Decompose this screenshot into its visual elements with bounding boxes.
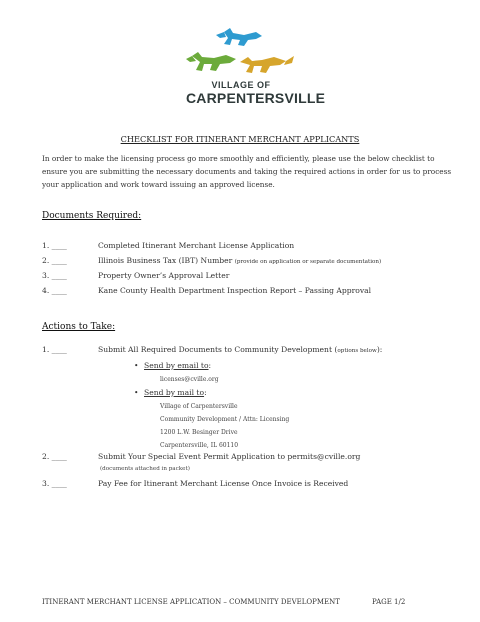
document-item-number: 3. ____ [42,271,67,280]
village-logo [186,26,326,122]
intro-paragraph: In order to make the licensing process go more smoothly and efficiently, please use the below checklist to ensure you are submitting the necessary documents and taking the required actions in order for us to process your application and work toward issuing an approved license. [42,154,452,189]
email-option-label: Send by email to [144,361,209,370]
actions-heading: Actions to Take: [42,322,116,332]
action-item-number: 2. ____ [42,452,67,461]
fox-emblem-icon [186,26,296,82]
action-item-1 [42,345,382,354]
page-number: PAGE 1/2 [372,598,406,606]
mail-address-line-3: 1200 L.W. Besinger Drive [160,429,238,436]
action-item-text: Submit All Required Documents to Community Development ( [98,345,338,354]
logo-text-carpentersville: CARPENTERSVILLE [186,90,326,106]
document-item-2 [42,256,381,265]
action-item-text: Submit Your Special Event Permit Application to permits@cville.org [98,452,361,461]
mail-option [134,388,207,397]
mail-option-label: Send by mail to [144,388,205,397]
document-item-4 [42,286,371,295]
document-item-text: Completed Itinerant Merchant License Application [98,241,295,250]
document-item-text: Kane County Health Department Inspection Report – Passing Approval [98,286,372,295]
action-item-text: Pay Fee for Itinerant Merchant License Once Invoice is Received [98,479,349,488]
mail-address-line-2: Community Development / Attn: Licensing [160,416,290,423]
logo-text-village-of: VILLAGE OF [211,80,271,90]
document-item-number: 1. ____ [42,241,67,250]
mail-option-colon: : [204,388,207,397]
documents-heading: Documents Required: [42,211,142,221]
action-item-note: options below [337,348,377,354]
email-option [134,361,211,370]
action-item-number: 1. ____ [42,345,67,354]
page-title: CHECKLIST FOR ITINERANT MERCHANT APPLICANTS [120,134,360,144]
document-item-1 [42,241,294,250]
footer-title: ITINERANT MERCHANT LICENSE APPLICATION – COMMUNITY DEVELOPMENT [42,598,340,606]
action-item-number: 3. ____ [42,479,67,488]
document-item-text: Illinois Business Tax (IBT) Number [98,256,233,265]
action-item-close: ): [376,345,383,354]
action-item-2-note: (documents attached in packet) [100,466,190,472]
bullet-icon: • [134,388,139,397]
action-item-2 [42,452,360,461]
email-address: licenses@cville.org [160,376,219,383]
action-item-3 [42,479,348,488]
mail-address-line-1: Village of Carpentersville [160,403,238,410]
mail-address-line-4: Carpentersville, IL 60110 [160,442,239,449]
document-item-note: (provide on application or separate documentation) [234,259,382,265]
email-option-colon: : [208,361,212,370]
document-item-3 [42,271,229,280]
document-item-text: Property Owner’s Approval Letter [98,271,230,280]
document-item-number: 2. ____ [42,256,67,265]
bullet-icon: • [134,361,139,370]
document-item-number: 4. ____ [42,286,67,295]
